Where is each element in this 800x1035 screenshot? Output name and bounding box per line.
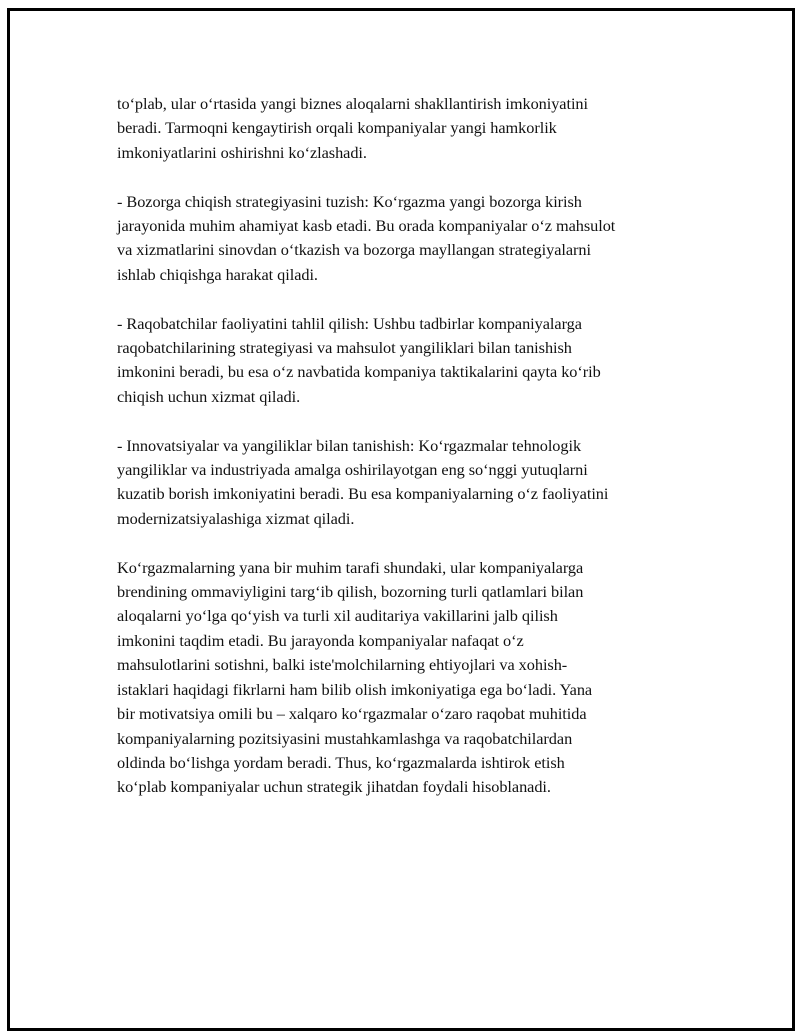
text-line: ko‘plab kompaniyalar uchun strategik jihatdan foydali hisoblanadi.	[117, 777, 551, 797]
document-body	[117, 92, 697, 824]
paragraph-networking	[117, 92, 697, 165]
text-line: ishlab chiqishga harakat qiladi.	[117, 264, 318, 284]
text-line: bir motivatsiya omili bu – xalqaro ko‘rgazmalar o‘zaro raqobat muhitida	[117, 704, 587, 724]
text-line: aloqalarni yo‘lga qo‘yish va turli xil auditariya vakillarini jalb qilish	[117, 606, 558, 626]
text-line: kompaniyalarning pozitsiyasini mustahkamlashga va raqobatchilardan	[117, 728, 573, 748]
text-line: va xizmatlarini sinovdan o‘tkazish va bozorga mayllangan strategiyalarni	[117, 240, 591, 260]
text-line: beradi. Tarmoqni kengaytirish orqali kompaniyalar yangi hamkorlik	[117, 118, 557, 138]
text-line: mahsulotlarini sotishni, balki iste'molchilarning ehtiyojlari va xohish-	[117, 655, 568, 675]
text-line: brendining ommaviyligini targ‘ib qilish, bozorning turli qatlamlari bilan	[117, 582, 584, 602]
text-line: Ko‘rgazmalarning yana bir muhim tarafi shundaki, ular kompaniyalarga	[117, 557, 584, 577]
paragraph-competitor-analysis	[117, 312, 697, 410]
text-line: oldinda bo‘lishga yordam beradi. Thus, ko‘rgazmalarda ishtirok etish	[117, 752, 565, 772]
text-line: imkonini beradi, bu esa o‘z navbatida kompaniya taktikalarini qayta ko‘rib	[117, 362, 601, 382]
text-line: imkoniyatlarini oshirishni ko‘zlashadi.	[117, 142, 367, 162]
text-line: imkonini taqdim etadi. Bu jarayonda kompaniyalar nafaqat o‘z	[117, 630, 524, 650]
text-line: - Raqobatchilar faoliyatini tahlil qilish: Ushbu tadbirlar kompaniyalarga	[117, 313, 582, 333]
text-line: chiqish uchun xizmat qiladi.	[117, 386, 301, 406]
text-line: modernizatsiyalashiga xizmat qiladi.	[117, 508, 355, 528]
text-line: to‘plab, ular o‘rtasida yangi biznes aloqalarni shakllantirish imkoniyatini	[117, 94, 588, 113]
text-line: kuzatib borish imkoniyatini beradi. Bu esa kompaniyalarning o‘z faoliyatini	[117, 484, 609, 504]
text-line: - Innovatsiyalar va yangiliklar bilan tanishish: Ko‘rgazmalar tehnologik	[117, 435, 582, 455]
text-line: - Bozorga chiqish strategiyasini tuzish: Ko‘rgazma yangi bozorga kirish	[117, 191, 582, 211]
text-line: istaklari haqidagi fikrlarni ham bilib olish imkoniyatiga ega bo‘ladi. Yana	[117, 679, 593, 699]
text-line: raqobatchilarining strategiyasi va mahsulot yangiliklari bilan tanishish	[117, 338, 572, 358]
text-line: jarayonida muhim ahamiyat kasb etadi. Bu orada kompaniyalar o‘z mahsulot	[117, 216, 616, 236]
text-line: yangiliklar va industriyada amalga oshirilayotgan eng so‘nggi yutuqlarni	[117, 460, 588, 480]
paragraph-market-entry	[117, 190, 697, 288]
paragraph-conclusion	[117, 556, 697, 800]
paragraph-innovations	[117, 434, 697, 532]
